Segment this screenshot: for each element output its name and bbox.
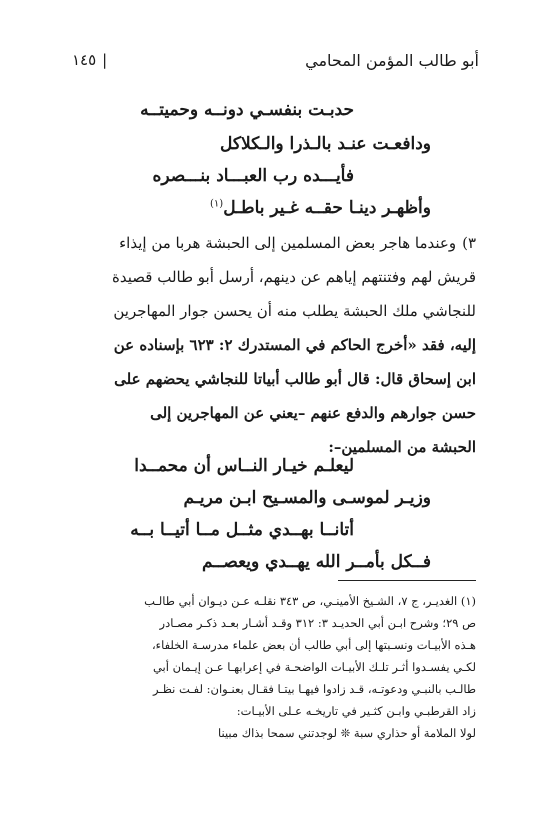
verse-line: حدبـت بنفسـي دونــه وحميتــه: [140, 100, 354, 120]
footnote-line: هـذه الأبيـات ونسـبتها إلى أبي طالب أن بعض علماء مدرسـة الخلفاء،: [151, 638, 476, 652]
paragraph-line: للنجاشي ملك الحبشة يطلب منه أن يحسن جوار المهاجرين: [113, 302, 476, 320]
page-number: ١٤٥: [72, 51, 97, 69]
paragraph-line: الحبشة من المسلمين–:: [328, 438, 476, 456]
footnote-line: ص ٢٩؛ وشرح ابـن أبي الحديـد ٣: ٣١٢ وقـد أشـار بعـد ذكـر مصـادر: [159, 616, 476, 630]
paragraph-line: إليه، فقد «أخرج الحاكم في المستدرك ٢: ٦٢٣ بإسناده عن: [113, 336, 476, 354]
footnote-line: طالـب بالنبـي ودعوتـه، قـد زادوا فيهـا بيتـا فقـال بعنـوان: لفـت نظـر: [153, 682, 476, 696]
paragraph-line: قريش لهم وفتنتهم إياهم عن دينهم، أرسل أبو طالب قصيدة: [112, 268, 476, 286]
paragraph-line: ابن إسحاق قال: قال أبو طالب أبياتا للنجاشي يحضهم على: [114, 370, 476, 388]
paragraph-line: ٣)وعندما هاجر بعض المسلمين إلى الحبشة هربا من إيذاء: [68, 226, 476, 260]
footnote-line: لكـي يفسـدوا أثـر تلـك الأبيـات الواضحـة في إعرابهـا عـن إيـمان أبي: [152, 660, 476, 674]
footnote-line: (١) الغديـر، ج ٧، الشـيخ الأمينـي، ص ٣٤٣ نقلـه عـن ديـوان أبي طالـب: [144, 594, 476, 608]
verse-line: فــكل بأمــر الله يهــدي ويعصــم: [202, 552, 431, 572]
verse-line: أتانــا بهــدي مثــل مــا أتيــا بــه: [130, 520, 354, 540]
header-separator: |: [102, 51, 108, 69]
footnote-line: لولا الملامة أو حذاري سبة ❊ لوجدتني سمحا بذاك مبينا: [217, 726, 476, 740]
page-header: [72, 46, 479, 74]
verse-line: ليعلـم خيـار النــاس أن محمــدا: [134, 456, 354, 476]
running-title: أبو طالب المؤمن المحامي: [305, 50, 479, 70]
numbered-paragraph: [68, 226, 476, 464]
verse-line: فأيـــده رب العبـــاد بنـــصره: [152, 166, 354, 186]
verse-text: وأظهـر دينـا حقــه غـير باطـل: [223, 198, 431, 218]
verse-line: [210, 198, 431, 218]
paragraph-line: حسن جوارهم والدفع عنهم –يعني عن المهاجرين إلى: [150, 404, 476, 422]
page-number-block: [72, 51, 113, 69]
verse-line: ودافعـت عنـد بالـذرا والـكلاكل: [220, 134, 431, 154]
footnote: [66, 590, 476, 744]
footnote-separator: [338, 580, 476, 581]
footnote-marker[interactable]: (١): [210, 198, 224, 210]
paragraph-number: ٣): [462, 234, 476, 252]
footnote-line: زاد القرطبـي وابـن كثـير في تاريخـه عـلى الأبيـات:: [236, 704, 476, 718]
verse-line: وزيـر لموسـى والمسـيح ابـن مريـم: [183, 488, 431, 508]
